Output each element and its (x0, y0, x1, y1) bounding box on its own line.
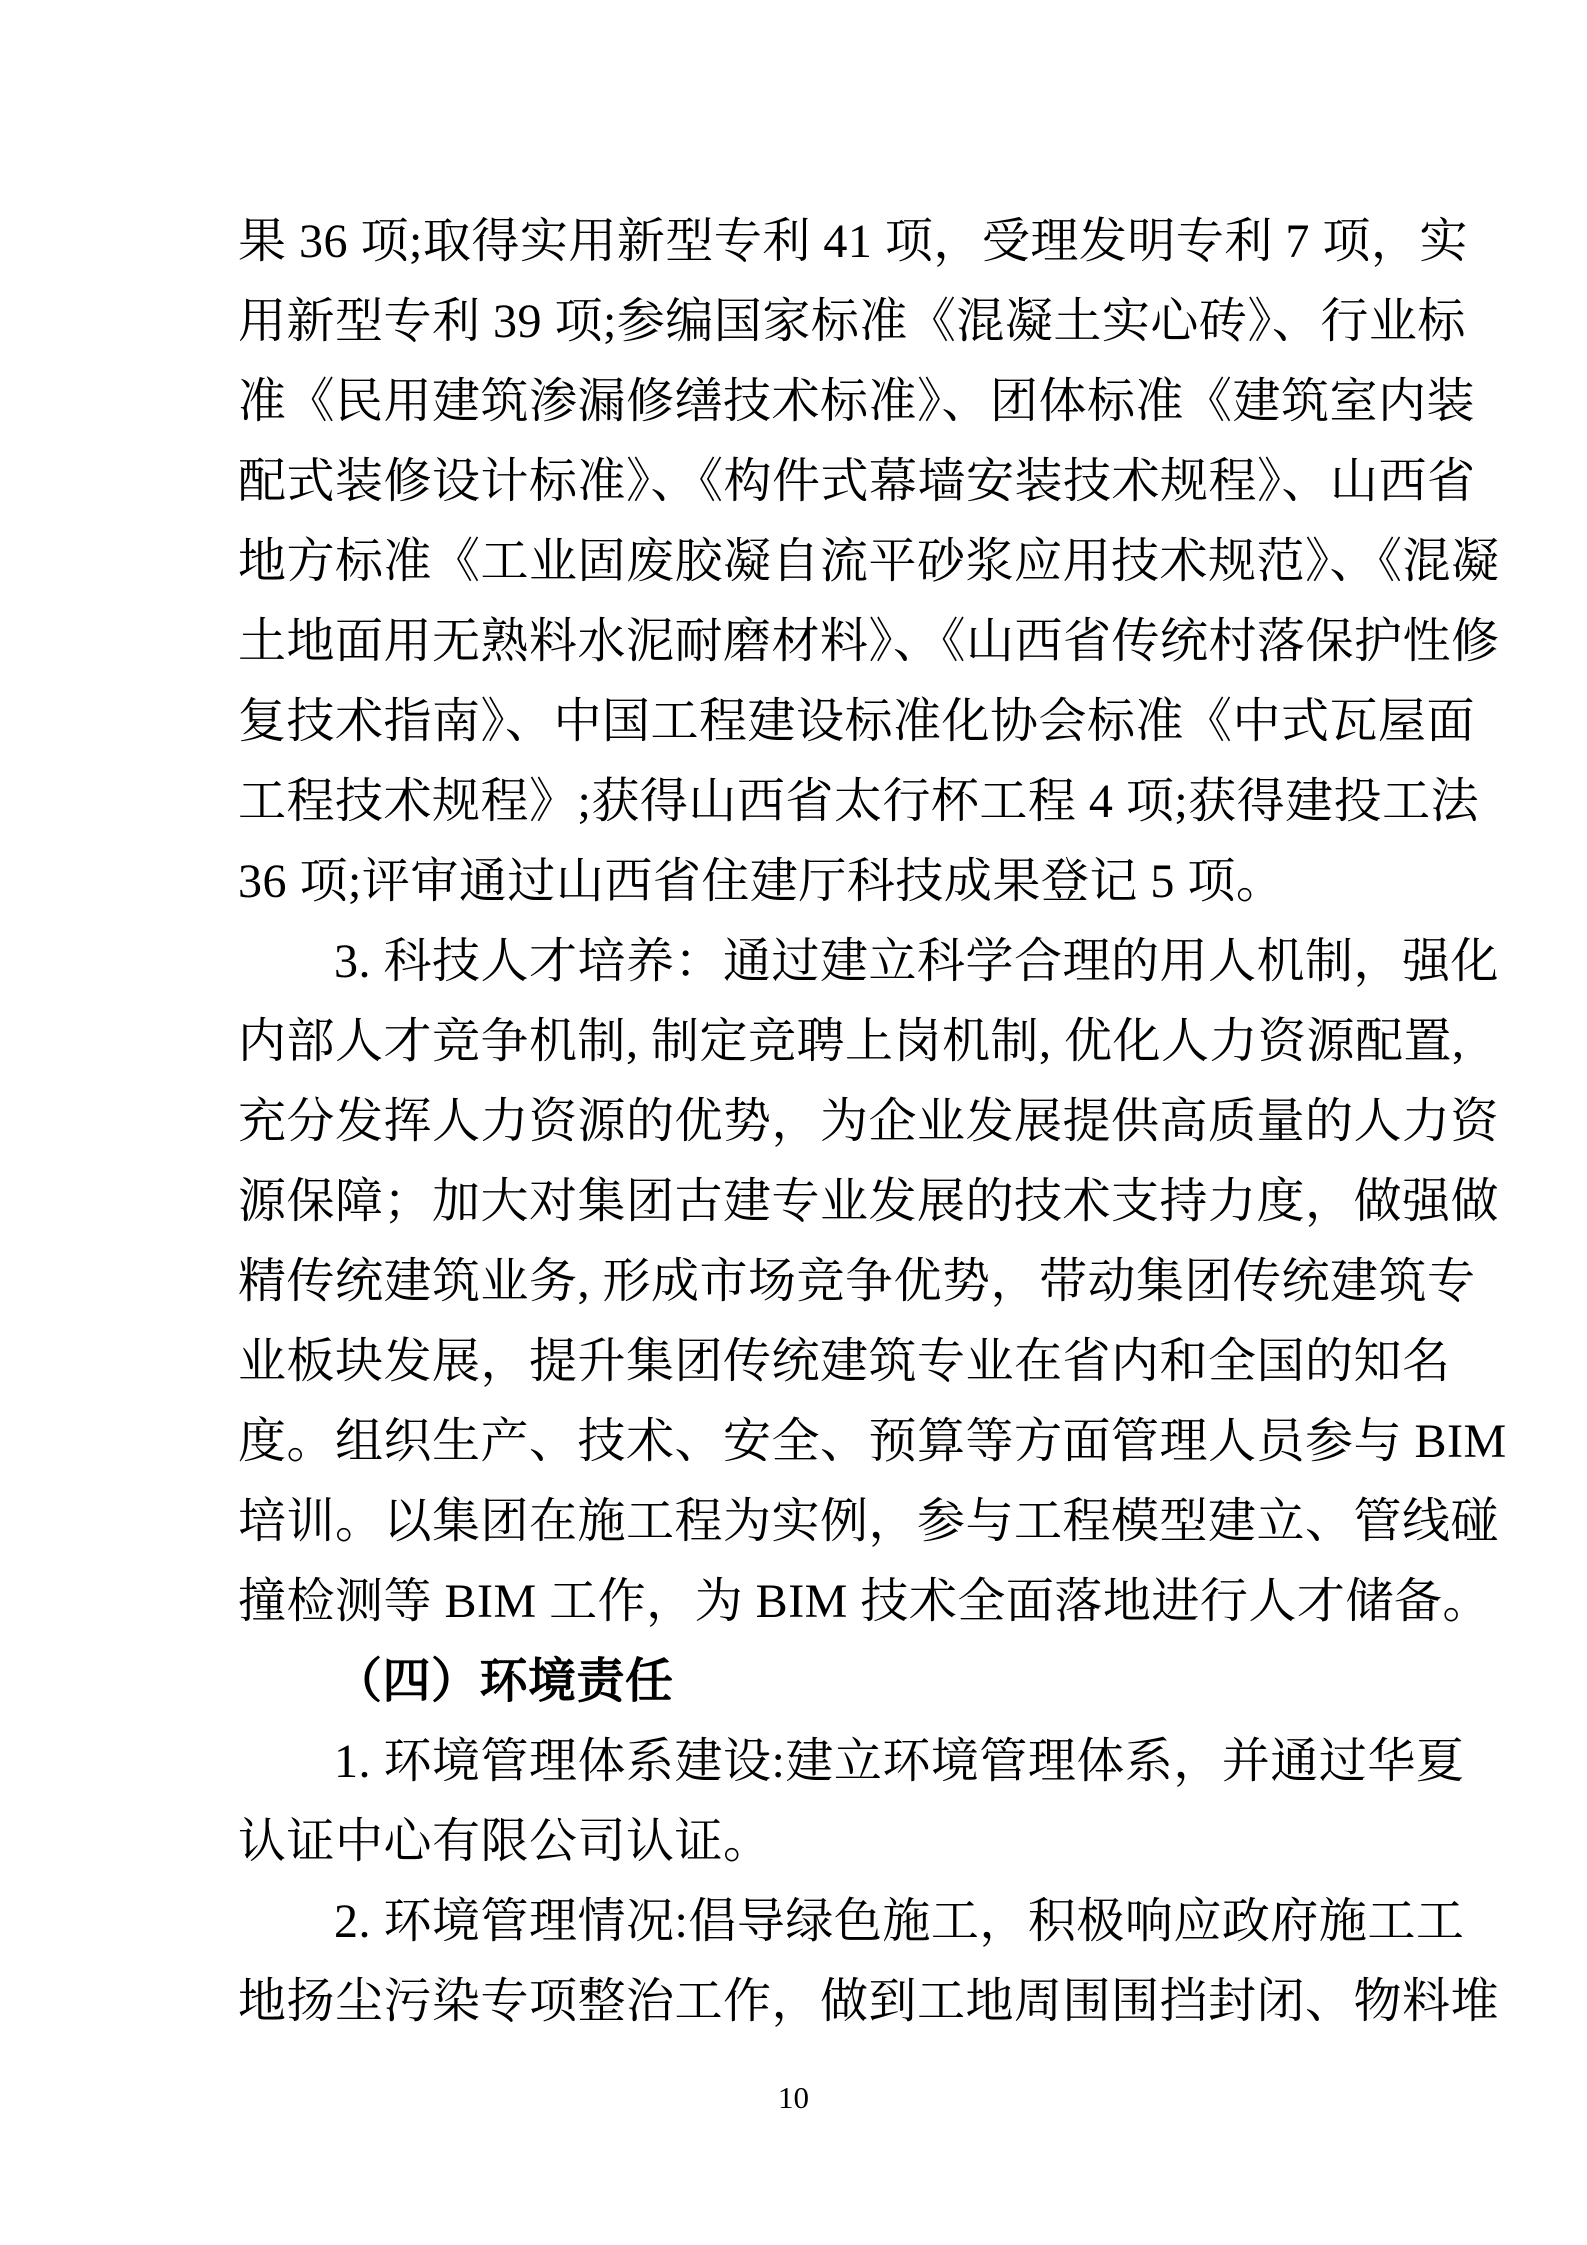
text-line: 配式装修设计标准》、《构件式幕墙安装技术规程》、山西省 (238, 455, 1476, 508)
text-line: 复技术指南》、中国工程建设标准化协会标准《中式瓦屋面 (238, 695, 1476, 748)
text-line: 土地面用无熟料水泥耐磨材料》、《山西省传统村落保护性修 (238, 615, 1500, 668)
text-line: （四）环境责任 (334, 1655, 674, 1708)
text-line: 认证中心有限公司认证。 (238, 1815, 772, 1868)
text-line: 度。组织生产、技术、安全、预算等方面管理人员参与 BIM (238, 1415, 1507, 1468)
text-line: 2. 环境管理情况:倡导绿色施工，积极响应政府施工工 (334, 1895, 1465, 1948)
text-line: 工程技术规程》;获得山西省太行杯工程 4 项;获得建投工法 (238, 775, 1480, 828)
text-line: 内部人才竞争机制, 制定竞聘上岗机制, 优化人力资源配置, (238, 1015, 1465, 1068)
text-line: 培训。以集团在施工程为实例，参与工程模型建立、管线碰 (238, 1495, 1500, 1548)
text-line: 源保障；加大对集团古建专业发展的技术支持力度，做强做 (238, 1175, 1500, 1228)
text-line: 果 36 项;取得实用新型专利 41 项，受理发明专利 7 项，实 (238, 215, 1468, 268)
page-number: 10 (778, 2080, 809, 2115)
document-body (238, 202, 1507, 2042)
text-line: 用新型专利 39 项;参编国家标准《混凝土实心砖》、行业标 (238, 295, 1466, 348)
text-line: 3. 科技人才培养：通过建立科学合理的用人机制，强化 (334, 935, 1500, 988)
text-line: 撞检测等 BIM 工作，为 BIM 技术全面落地进行人才储备。 (238, 1575, 1491, 1628)
text-line: 36 项;评审通过山西省住建厅科技成果登记 5 项。 (238, 855, 1285, 908)
text-line: 地方标准《工业固废胶凝自流平砂浆应用技术规范》、《混凝 (238, 535, 1500, 588)
text-line: 精传统建筑业务, 形成市场竞争优势，带动集团传统建筑专 (238, 1255, 1476, 1308)
text-line: 业板块发展，提升集团传统建筑专业在省内和全国的知名 (238, 1335, 1451, 1388)
text-line: 地扬尘污染专项整治工作，做到工地周围围挡封闭、物料堆 (238, 1975, 1500, 2028)
text-line: 准《民用建筑渗漏修缮技术标准》、团体标准《建筑室内装 (238, 375, 1476, 428)
text-line: 1. 环境管理体系建设:建立环境管理体系，并通过华夏 (334, 1735, 1465, 1788)
text-line: 充分发挥人力资源的优势，为企业发展提供高质量的人力资 (238, 1095, 1500, 1148)
